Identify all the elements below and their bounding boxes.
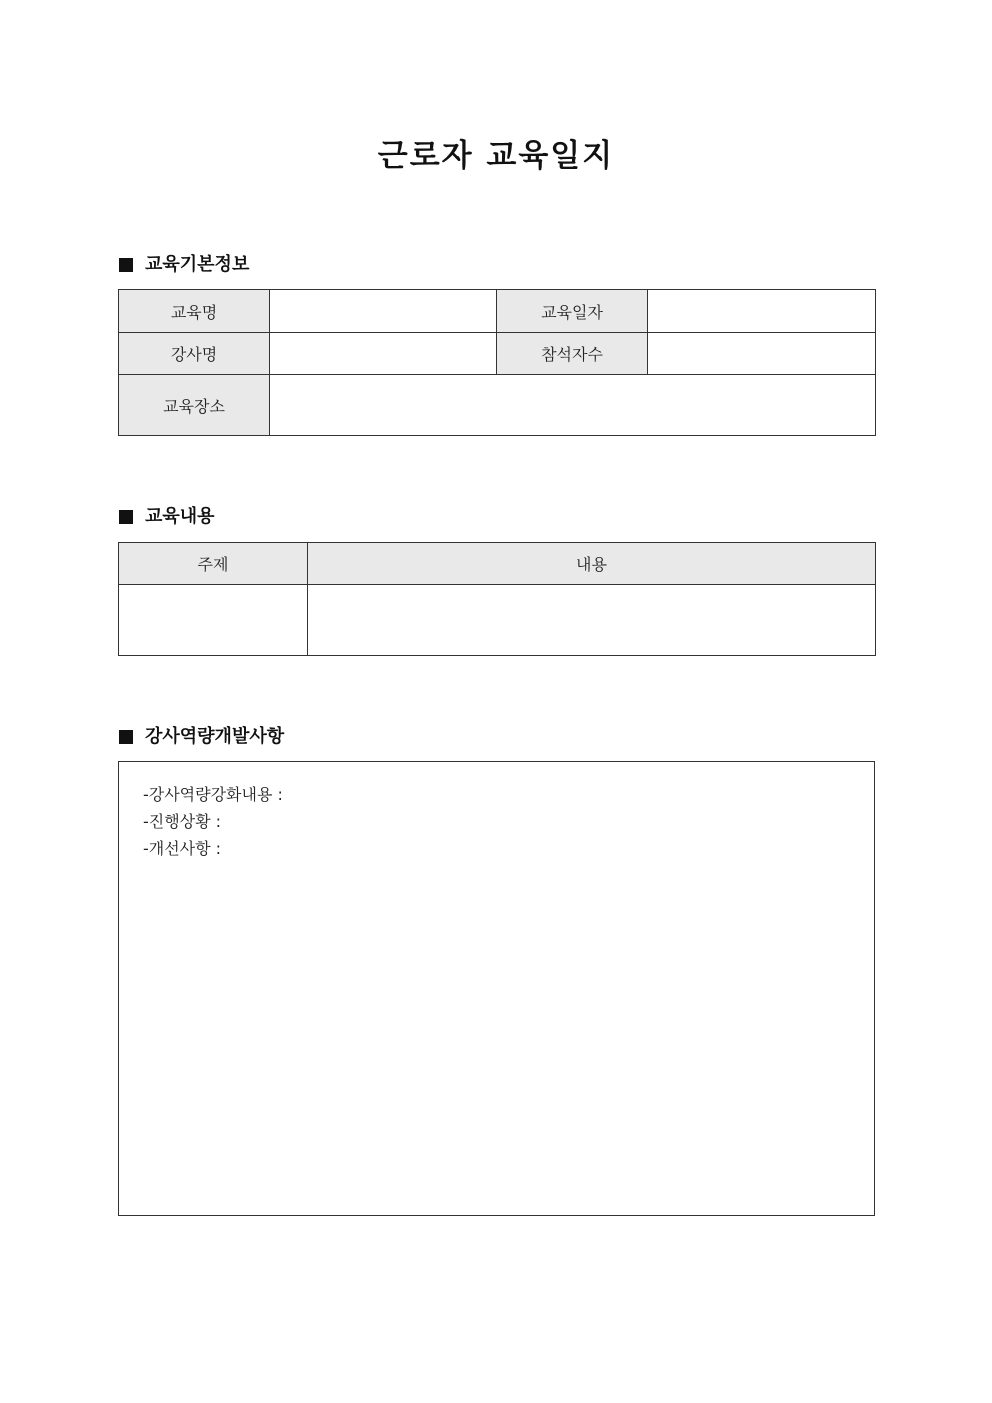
- content-table: [118, 542, 876, 656]
- instructor-name-label: 강사명: [119, 333, 270, 375]
- improvement-line: -개선사항 :: [143, 839, 222, 858]
- course-date-label: 교육일자: [497, 290, 648, 333]
- course-name-field[interactable]: [270, 290, 497, 333]
- detail-field[interactable]: [308, 585, 876, 656]
- detail-column-header: 내용: [308, 543, 876, 585]
- basic-info-heading-text: 교육기본정보: [145, 254, 250, 275]
- document-title: 근로자 교육일지: [377, 138, 615, 174]
- content-heading: [119, 504, 215, 530]
- attendee-count-field[interactable]: [648, 333, 876, 375]
- capability-enhancement-line: -강사역량강화내용 :: [143, 785, 283, 804]
- table-row: [119, 290, 876, 333]
- basic-info-table: [118, 289, 876, 436]
- basic-info-heading: [119, 252, 249, 278]
- instructor-name-field[interactable]: [270, 333, 497, 375]
- square-bullet-icon: [119, 730, 133, 744]
- table-row: [119, 585, 876, 656]
- development-heading: [119, 724, 284, 750]
- topic-column-header: 주제: [119, 543, 308, 585]
- table-row: [119, 333, 876, 375]
- table-row: [119, 375, 876, 436]
- progress-line: -진행상황 :: [143, 812, 222, 831]
- topic-field[interactable]: [119, 585, 308, 656]
- course-name-label: 교육명: [119, 290, 270, 333]
- content-heading-text: 교육내용: [145, 506, 215, 527]
- development-notes: [143, 781, 283, 862]
- location-label: 교육장소: [119, 375, 270, 436]
- development-notes-box[interactable]: [118, 761, 875, 1216]
- development-heading-text: 강사역량개발사항: [145, 726, 285, 747]
- course-date-field[interactable]: [648, 290, 876, 333]
- attendee-count-label: 참석자수: [497, 333, 648, 375]
- square-bullet-icon: [119, 510, 133, 524]
- location-field[interactable]: [270, 375, 876, 436]
- table-header-row: [119, 543, 876, 585]
- square-bullet-icon: [119, 258, 133, 272]
